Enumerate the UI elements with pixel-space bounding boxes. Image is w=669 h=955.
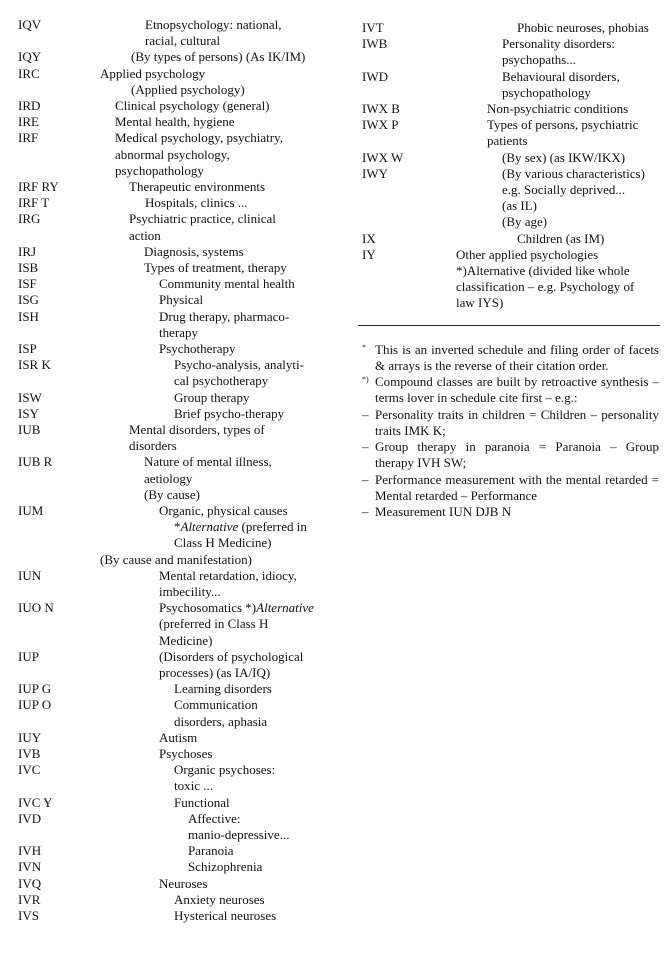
class-code: IWB xyxy=(362,36,388,52)
class-code: IWD xyxy=(362,68,388,84)
footnote-text: Personality traits in children = Children – personality traits IMK K; xyxy=(375,406,659,438)
class-code: IVC xyxy=(18,762,41,778)
footnote xyxy=(362,407,659,439)
footnote-text: This is an inverted schedule and filing order of facets & arrays is the reverse of their citation order. xyxy=(375,342,659,373)
class-caption: Applied psychology xyxy=(100,65,206,81)
class-caption: Autism xyxy=(159,729,198,745)
class-code: IUM xyxy=(18,503,44,518)
class-caption: Psychoses xyxy=(159,746,213,761)
footnote-text: Group therapy in paranoia = Paranoia – Group therapy IVH SW; xyxy=(375,439,659,471)
class-code: ISH xyxy=(18,308,39,324)
class-caption: Physical xyxy=(159,292,204,308)
class-code: IVN xyxy=(18,859,42,875)
class-caption: (as IL) xyxy=(502,198,538,214)
footnote xyxy=(362,374,659,406)
class-code: IQY xyxy=(18,49,42,65)
footnote xyxy=(362,439,659,471)
class-code: IVQ xyxy=(18,875,42,891)
class-caption: Types of treatment, therapy xyxy=(144,260,287,275)
footnote-text: Performance measurement with the mental retarded = Mental retarded – Performance xyxy=(375,471,659,503)
class-code: IRD xyxy=(18,98,41,113)
class-code: IRG xyxy=(18,211,41,227)
class-code: IUB xyxy=(18,422,41,437)
class-code: IVD xyxy=(18,810,42,826)
class-caption: racial, cultural xyxy=(145,33,221,49)
class-caption: psychopaths... xyxy=(502,52,577,68)
class-caption: Drug therapy, pharmaco- xyxy=(159,308,290,324)
class-caption: therapy xyxy=(159,324,198,340)
class-code: IUP O xyxy=(18,697,52,713)
class-caption: *Alternative (preferred in xyxy=(174,519,307,535)
class-caption: Diagnosis, systems xyxy=(144,243,244,259)
separator-rule xyxy=(358,325,660,326)
class-caption: Organic, physical causes xyxy=(159,503,288,518)
class-code: IRJ xyxy=(18,243,37,259)
class-caption: Mental retardation, idiocy, xyxy=(159,567,297,583)
class-code: ISB xyxy=(18,260,39,275)
class-caption: Medicine) xyxy=(159,632,213,648)
class-caption: action xyxy=(129,227,161,243)
class-code: IVB xyxy=(18,746,41,761)
class-caption: Nature of mental illness, xyxy=(144,454,272,470)
class-caption: Children (as IM) xyxy=(517,230,605,246)
class-caption: aetiology xyxy=(144,470,193,486)
class-caption: (preferred in Class H xyxy=(159,616,269,632)
class-code: IUP G xyxy=(18,681,52,697)
class-caption: Non-psychiatric conditions xyxy=(487,101,629,116)
class-code: ISF xyxy=(18,276,37,292)
footnote xyxy=(362,504,659,520)
footnote-mark: – xyxy=(362,471,369,487)
footnote-mark: * xyxy=(362,343,366,352)
class-caption: Therapeutic environments xyxy=(129,179,266,194)
class-caption: psychopathology xyxy=(502,84,591,100)
class-code: IVS xyxy=(18,908,39,923)
footnote-text: Compound classes are built by retroactive synthesis – terms lover in schedule cite first – e.g.: xyxy=(375,374,659,406)
class-caption: Psychosomatics *)Alternative xyxy=(159,600,314,616)
class-caption: manio-depressive... xyxy=(188,827,290,842)
class-caption: disorders, aphasia xyxy=(174,713,268,729)
class-caption: (Disorders of psychological xyxy=(159,648,304,664)
class-caption: Behavioural disorders, xyxy=(502,68,620,84)
class-caption: Communication xyxy=(174,697,258,713)
class-caption: Types of persons, psychiatric xyxy=(487,117,639,133)
class-caption: Personality disorders: xyxy=(502,36,616,52)
class-caption: imbecility... xyxy=(159,584,221,599)
class-caption: Group therapy xyxy=(174,389,250,405)
class-caption: Hospitals, clinics ... xyxy=(145,195,248,211)
class-code: IVT xyxy=(362,20,384,35)
class-caption: (By types of persons) (As IK/IM) xyxy=(131,49,306,65)
class-code: IRC xyxy=(18,65,40,81)
class-caption: Community mental health xyxy=(159,276,295,292)
class-code: IQV xyxy=(18,17,42,32)
class-code: IWX P xyxy=(362,117,399,133)
class-code: ISY xyxy=(18,405,39,421)
class-code: IX xyxy=(362,230,376,246)
class-code: IRF RY xyxy=(18,179,59,194)
class-caption: classification – e.g. Psychology of xyxy=(456,279,635,295)
footnote-mark: – xyxy=(362,406,369,422)
class-caption: Neuroses xyxy=(159,875,208,891)
footnote-mark: *) xyxy=(362,375,369,385)
footnote-text: Measurement IUN DJB N xyxy=(375,504,512,519)
class-caption: Psychotherapy xyxy=(159,341,236,356)
class-caption: Brief psycho-therapy xyxy=(174,405,285,421)
class-code: IVC Y xyxy=(18,794,53,810)
class-caption: Medical psychology, psychiatry, xyxy=(115,130,283,146)
class-code: IWY xyxy=(362,165,388,181)
class-code: IWX B xyxy=(362,101,400,116)
class-code: IUY xyxy=(18,729,42,745)
class-code: IRE xyxy=(18,114,39,130)
footnote xyxy=(362,472,659,504)
class-caption: Psychiatric practice, clinical xyxy=(129,211,276,227)
class-caption: Other applied psychologies xyxy=(456,246,599,262)
class-caption: Mental disorders, types of xyxy=(129,422,265,437)
class-caption: Hysterical neuroses xyxy=(174,908,277,923)
class-caption: processes) (as IA/IQ) xyxy=(159,665,271,680)
class-code: IUO N xyxy=(18,600,54,616)
class-caption: (By cause and manifestation) xyxy=(100,551,252,567)
class-caption: Psycho-analysis, analyti- xyxy=(174,357,304,373)
class-code: ISW xyxy=(18,389,42,405)
class-caption: psychopathology xyxy=(115,162,204,178)
class-code: ISR K xyxy=(18,357,51,373)
class-caption: (By sex) (as IKW/IKX) xyxy=(502,149,626,165)
class-caption: Etnopsychology: national, xyxy=(145,17,282,32)
class-code: IUB R xyxy=(18,454,53,470)
class-caption: (By age) xyxy=(502,214,548,230)
class-caption: Paranoia xyxy=(188,843,234,859)
class-caption: Schizophrenia xyxy=(188,859,263,875)
class-code: ISG xyxy=(18,292,39,308)
class-caption: Class H Medicine) xyxy=(174,535,272,551)
class-code: IUN xyxy=(18,567,42,583)
class-caption: (By cause) xyxy=(144,486,200,502)
class-code: IY xyxy=(362,246,376,262)
class-caption: Learning disorders xyxy=(174,681,272,697)
class-code: IRF xyxy=(18,130,39,146)
class-caption: (By various characteristics) xyxy=(502,165,645,181)
class-caption: Affective: xyxy=(188,810,241,826)
class-caption: abnormal psychology, xyxy=(115,146,230,162)
class-caption: Phobic neuroses, phobias xyxy=(517,20,649,35)
class-caption: patients xyxy=(487,133,528,149)
class-caption: Anxiety neuroses xyxy=(174,891,265,907)
class-caption: e.g. Socially deprived... xyxy=(502,182,626,197)
footnote-mark: – xyxy=(362,504,369,519)
class-caption: law IYS) xyxy=(456,295,504,311)
class-caption: (Applied psychology) xyxy=(131,81,245,97)
class-caption: Mental health, hygiene xyxy=(115,114,235,130)
class-code: IVR xyxy=(18,891,41,907)
class-caption: *)Alternative (divided like whole xyxy=(456,263,630,278)
class-code: ISP xyxy=(18,341,37,356)
class-caption: toxic ... xyxy=(174,778,213,794)
class-code: IRF T xyxy=(18,195,50,211)
class-caption: Organic psychoses: xyxy=(174,762,276,778)
class-caption: cal psychotherapy xyxy=(174,373,269,389)
class-caption: Clinical psychology (general) xyxy=(115,98,270,113)
class-code: IWX W xyxy=(362,149,404,165)
class-code: IVH xyxy=(18,843,42,859)
class-caption: disorders xyxy=(129,438,177,454)
footnote xyxy=(362,342,659,374)
class-code: IUP xyxy=(18,648,39,664)
class-caption: Functional xyxy=(174,794,230,810)
footnote-mark: – xyxy=(362,439,369,455)
